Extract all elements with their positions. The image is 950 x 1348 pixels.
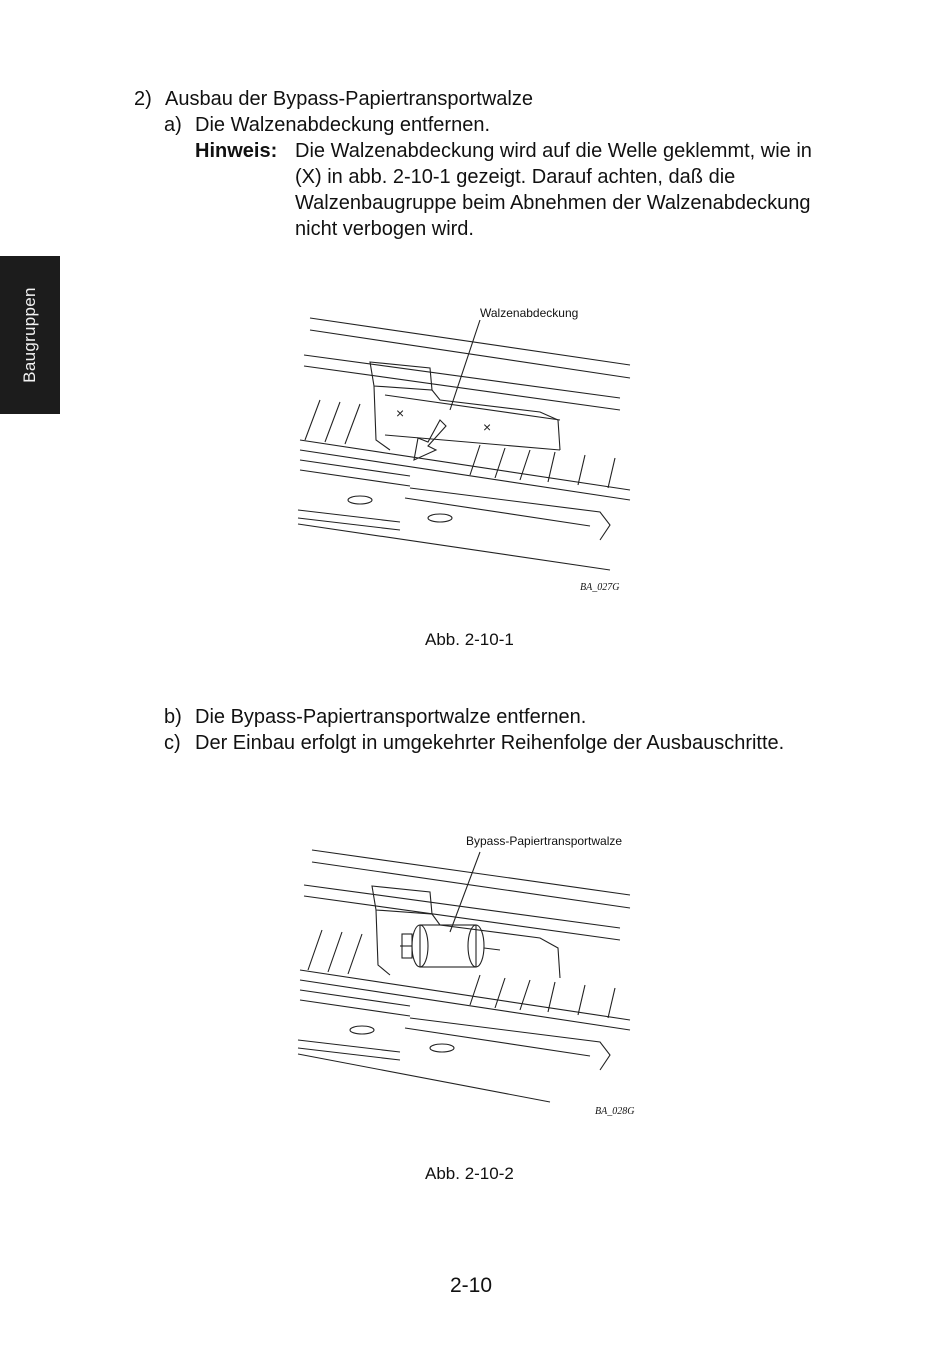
figure-2-drawing xyxy=(290,830,650,1130)
svg-text:×: × xyxy=(396,405,405,421)
note-line-1: Die Walzenabdeckung wird auf die Welle geklemmt, wie in xyxy=(295,140,812,162)
figure-1-caption: Abb. 2-10-1 xyxy=(425,630,514,649)
note-line-4: nicht verbogen wird. xyxy=(295,218,474,240)
section-side-tab-label: Baugruppen xyxy=(20,287,39,383)
figure-2 xyxy=(290,830,650,1130)
step-2-title: Ausbau der Bypass-Papiertransportwalze xyxy=(165,88,533,110)
figure-1-code: BA_027G xyxy=(580,582,620,593)
figure-1-label: Walzenabdeckung xyxy=(480,306,579,320)
figure-2-caption: Abb. 2-10-2 xyxy=(425,1164,514,1183)
figure-2-label: Bypass-Papiertransportwalze xyxy=(466,834,623,848)
figure-1 xyxy=(290,300,650,600)
step-c-text: Der Einbau erfolgt in umgekehrter Reihenfolge der Ausbauschritte. xyxy=(195,732,785,754)
step-c-letter: c) xyxy=(164,732,181,754)
note-label: Hinweis: xyxy=(195,140,278,162)
step-a-letter: a) xyxy=(164,114,182,136)
step-2-number: 2) xyxy=(134,88,152,110)
step-b-text: Die Bypass-Papiertransportwalze entfernen. xyxy=(195,706,587,728)
step-a-text: Die Walzenabdeckung entfernen. xyxy=(195,114,490,136)
step-b-letter: b) xyxy=(164,706,182,728)
section-side-tab xyxy=(0,256,60,414)
svg-text:×: × xyxy=(483,419,492,435)
figure-2-code: BA_028G xyxy=(595,1106,635,1117)
figure-1-drawing xyxy=(290,300,650,600)
page-number: 2-10 xyxy=(450,1274,493,1297)
note-line-2: (X) in abb. 2-10-1 gezeigt. Darauf achten, daß die xyxy=(295,166,736,188)
note-line-3: Walzenbaugruppe beim Abnehmen der Walzenabdeckung xyxy=(295,192,811,214)
